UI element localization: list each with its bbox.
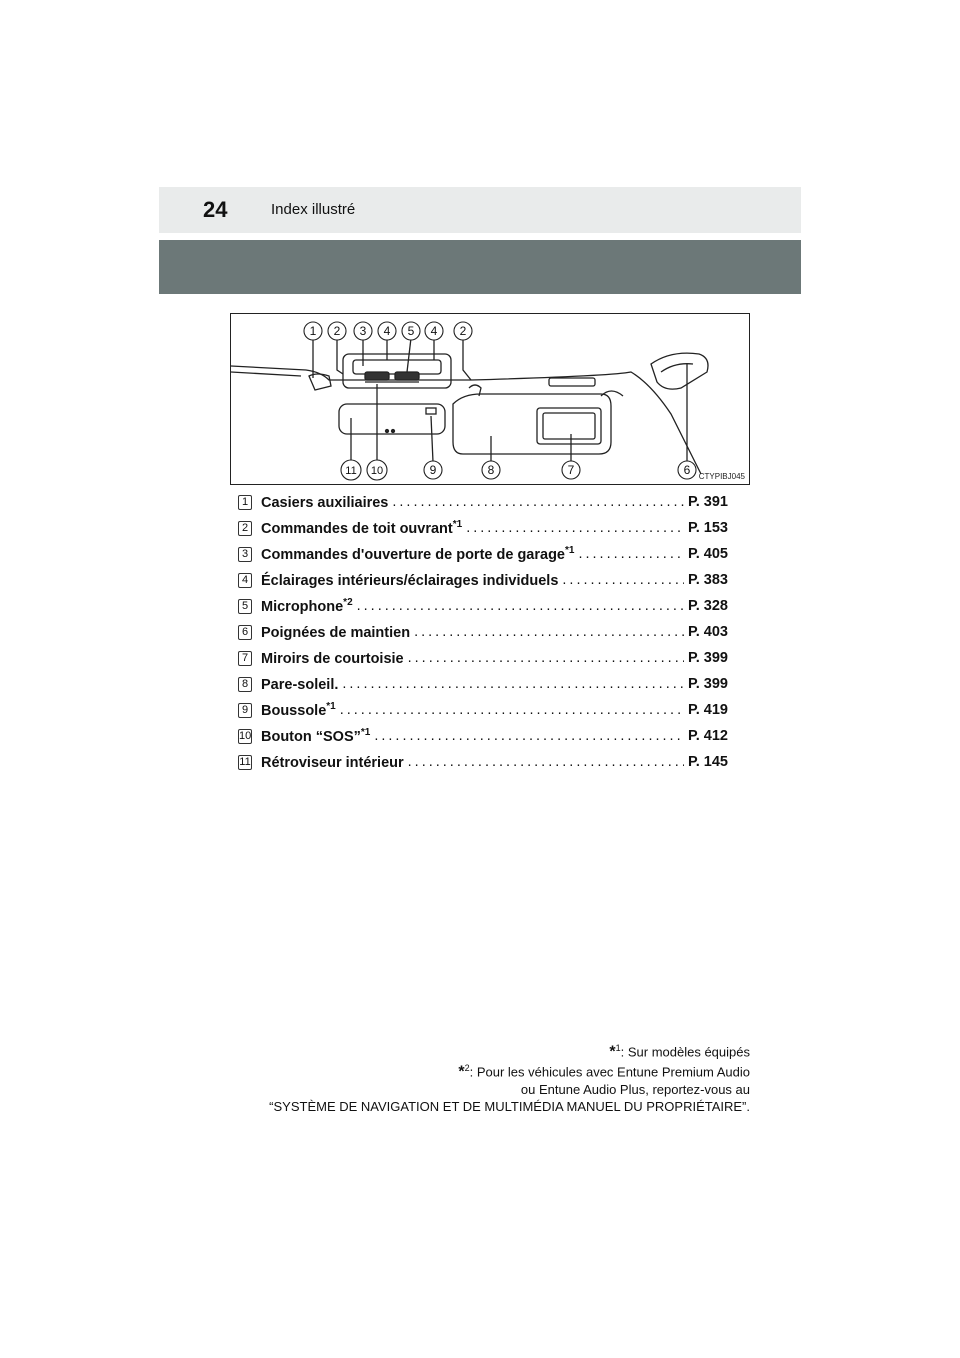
list-item[interactable] [238,489,728,515]
item-number: 4 [238,573,252,588]
footnote-2: *$^2$: Pour les véhicules avec Entune Premium Audio [458,1063,750,1081]
header-band [159,240,801,294]
page-reference[interactable]: P. 328 [687,598,728,614]
item-label: Bouton “SOS”$^{*1}$ [261,727,371,745]
leader-dots [392,494,684,510]
callout-bottom-11: 11 [345,465,357,477]
item-label: Rétroviseur intérieur [261,754,404,771]
page-reference[interactable]: P. 412 [687,728,728,744]
index-list [238,489,728,775]
leader-dots [414,624,684,640]
leader-dots [374,728,684,744]
item-number: 2 [238,521,252,536]
list-item[interactable] [238,567,728,593]
item-label: Éclairages intérieurs/éclairages individuels [261,572,559,589]
item-number: 9 [238,703,252,718]
item-label: Casiers auxiliaires [261,494,389,511]
footnotes [269,1040,750,1115]
item-label: Microphone$^{*2}$ [261,597,353,615]
page-reference[interactable]: P. 145 [687,754,728,770]
callout-top-1: 1 [309,324,317,338]
item-number: 7 [238,651,252,666]
item-number: 11 [239,755,251,768]
list-item[interactable] [238,619,728,645]
page-reference[interactable]: P. 419 [687,702,728,718]
item-number: 5 [238,599,252,614]
section-title: Index illustré [271,201,356,218]
callout-bottom-7: 7 [567,463,575,477]
page-reference[interactable]: P. 405 [687,546,728,562]
callout-top-4: 4 [383,324,391,338]
page-reference[interactable]: P. 399 [687,650,728,666]
page-number: 24 [203,197,228,222]
footnote-1: *$^1$: Sur modèles équipés [609,1043,750,1061]
page-reference[interactable]: P. 153 [687,520,728,536]
figure-code: CTYPIBJ045 [698,472,745,481]
callout-bottom-8: 8 [487,463,495,477]
item-number: 1 [238,495,252,510]
page-reference[interactable]: P. 399 [687,676,728,692]
list-item[interactable] [238,671,728,697]
page-reference[interactable]: P. 403 [687,624,728,640]
list-item[interactable] [238,645,728,671]
interior-overhead-illustration [230,313,750,485]
list-item[interactable] [238,723,728,749]
item-label: Miroirs de courtoisie [261,650,404,667]
callout-top-5: 5 [407,324,415,338]
leader-dots [340,702,684,718]
item-label: Commandes d'ouverture de porte de garage$^{*1}$ [261,545,575,563]
leader-dots [578,546,683,562]
leader-dots [408,650,684,666]
footnote-2-line-3: “SYSTÈME DE NAVIGATION ET DE MULTIMÉDIA MANUEL DU PROPRIÉTAIRE”. [269,1098,750,1114]
leader-dots [562,572,684,588]
page-reference[interactable]: P. 383 [687,572,728,588]
item-number: 8 [238,677,252,692]
list-item[interactable] [238,541,728,567]
list-item[interactable] [238,697,728,723]
item-label: Pare-soleil. [261,676,339,693]
illustration-drawing [231,314,751,486]
page-header [159,187,801,233]
item-label: Poignées de maintien [261,624,411,641]
item-label: Commandes de toit ouvrant$^{*1}$ [261,519,463,537]
footnote-2-line-2: ou Entune Audio Plus, reportez-vous au [520,1081,750,1097]
leader-dots [408,754,684,770]
callout-bottom-9: 9 [429,463,437,477]
callout-top-6: 4 [430,324,438,338]
callout-top-7: 2 [459,324,467,338]
callout-bottom-10: 10 [370,465,384,477]
item-number: 3 [238,547,252,562]
leader-dots [357,598,684,614]
list-item[interactable] [238,593,728,619]
page-reference[interactable]: P. 391 [687,494,728,510]
callout-top-3: 3 [359,324,367,338]
item-label: Boussole$^{*1}$ [261,701,336,719]
item-number: 10 [239,729,252,742]
callout-bottom-6: 6 [683,463,691,477]
list-item[interactable] [238,749,728,775]
leader-dots [466,520,684,536]
item-number: 6 [238,625,252,640]
list-item[interactable] [238,515,728,541]
callout-top-2: 2 [333,324,341,338]
leader-dots [342,676,684,692]
